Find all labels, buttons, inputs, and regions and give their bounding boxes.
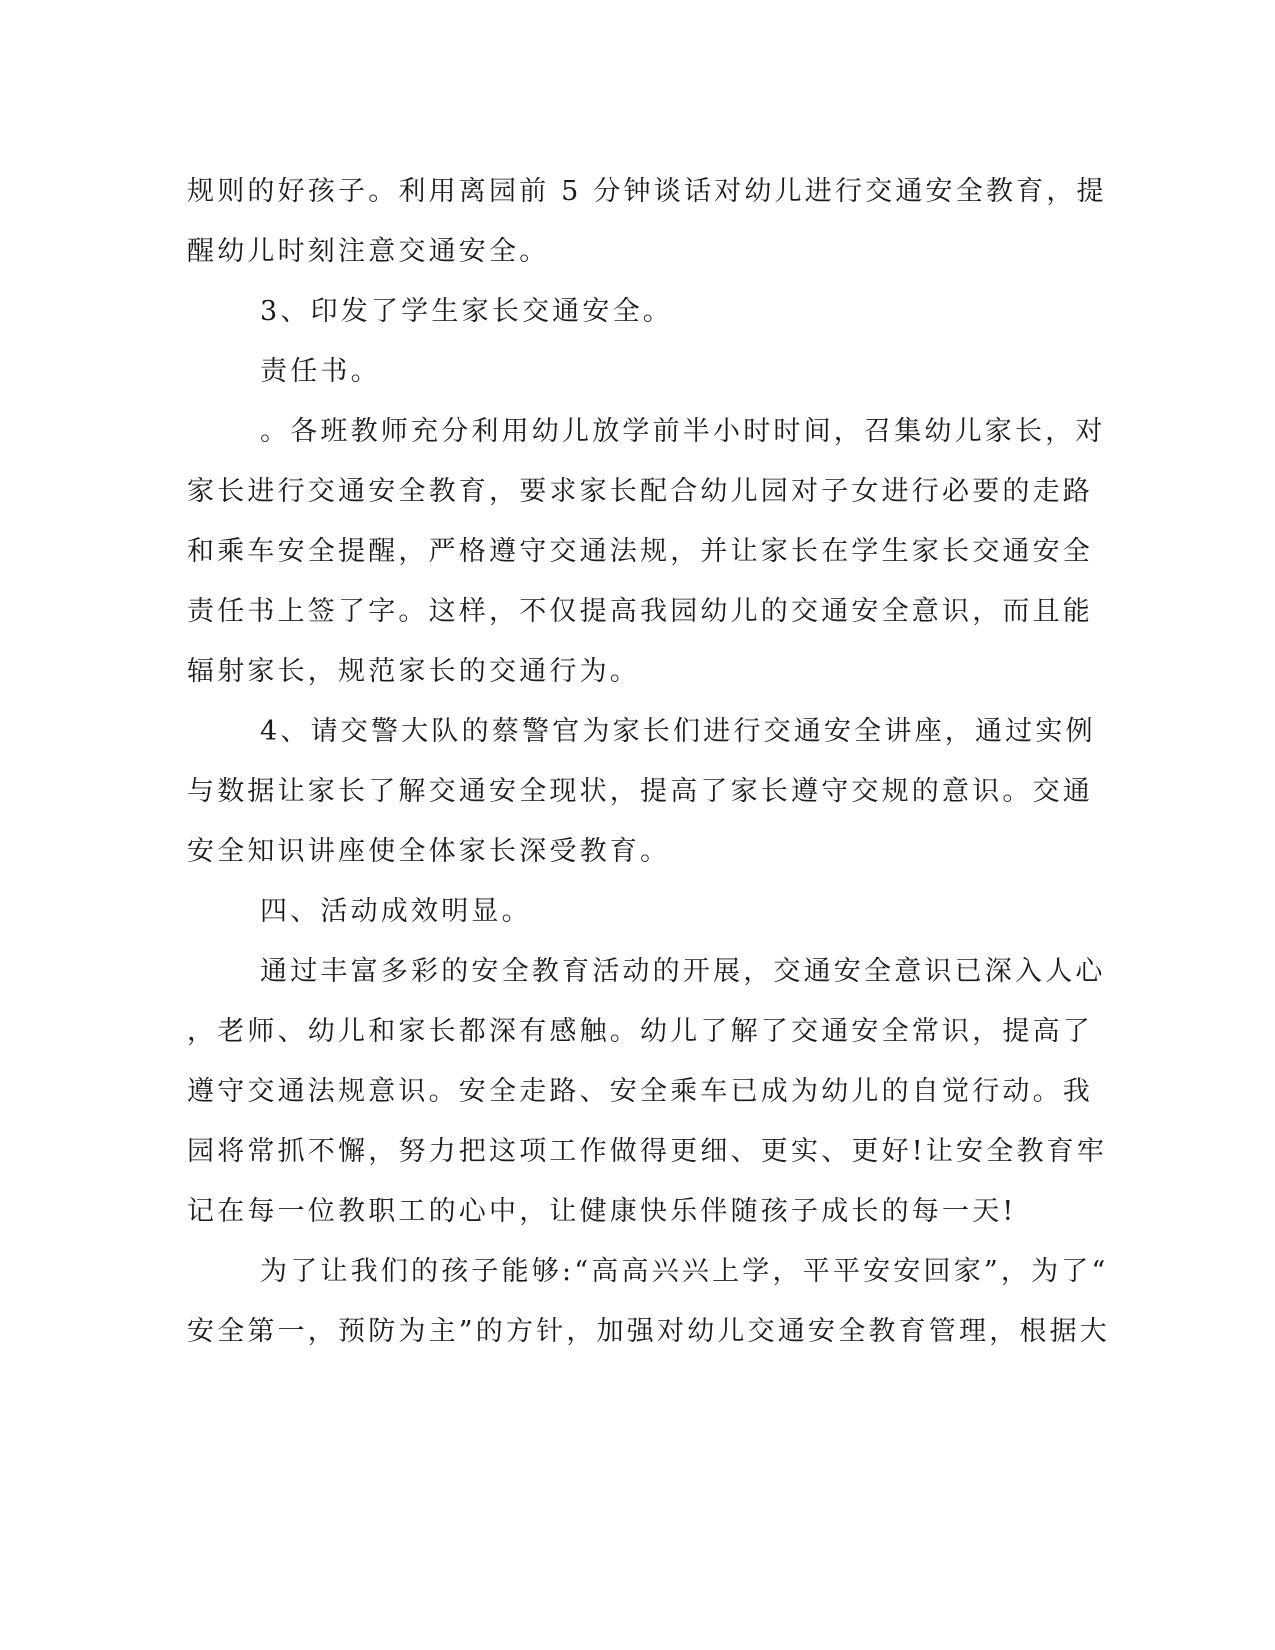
text-line: 安全第一，预防为主”的方针，加强对幼儿交通安全教育管理，根据大	[187, 1316, 1111, 1347]
text-line: 辐射家长，规范家长的交通行为。	[187, 656, 640, 687]
text-line: 四、活动成效明显。	[260, 896, 532, 927]
text-line: 责任书。	[260, 356, 381, 387]
body-text	[187, 162, 1111, 1362]
text-line: 园将常抓不懈，努力把这项工作做得更细、更实、更好!让安全教育牢	[187, 1136, 1108, 1167]
text-line: 家长进行交通安全教育，要求家长配合幼儿园对子女进行必要的走路	[187, 476, 1093, 507]
text-line: 通过丰富多彩的安全教育活动的开展，交通安全意识已深入人心	[260, 956, 1106, 987]
text-line: ，老师、幼儿和家长都深有感触。幼儿了解了交通安全常识，提高了	[187, 1016, 1093, 1047]
text-line: 和乘车安全提醒，严格遵守交通法规，并让家长在学生家长交通安全	[187, 536, 1093, 567]
text-line: 规则的好孩子。利用离园前 5 分钟谈话对幼儿进行交通安全教育，提	[187, 176, 1107, 207]
text-line: 安全知识讲座使全体家长深受教育。	[187, 836, 671, 867]
text-line: 遵守交通法规意识。安全走路、安全乘车已成为幼儿的自觉行动。我	[187, 1076, 1093, 1107]
text-line: 记在每一位教职工的心中，让健康快乐伴随孩子成长的每一天!	[187, 1196, 1017, 1227]
text-line: 为了让我们的孩子能够:“高高兴兴上学，平平安安回家”，为了“	[260, 1256, 1109, 1287]
text-line: 与数据让家长了解交通安全现状，提高了家长遵守交规的意识。交通	[187, 776, 1093, 807]
text-line: 3、印发了学生家长交通安全。	[260, 296, 673, 327]
text-line: 责任书上签了字。这样，不仅提高我园幼儿的交通安全意识，而且能	[187, 596, 1093, 627]
text-line: 醒幼儿时刻注意交通安全。	[187, 236, 550, 267]
text-line: 。各班教师充分利用幼儿放学前半小时时间，召集幼儿家长，对	[260, 416, 1106, 447]
text-line: 4、请交警大队的蔡警官为家长们进行交通安全讲座，通过实例	[260, 716, 1096, 747]
